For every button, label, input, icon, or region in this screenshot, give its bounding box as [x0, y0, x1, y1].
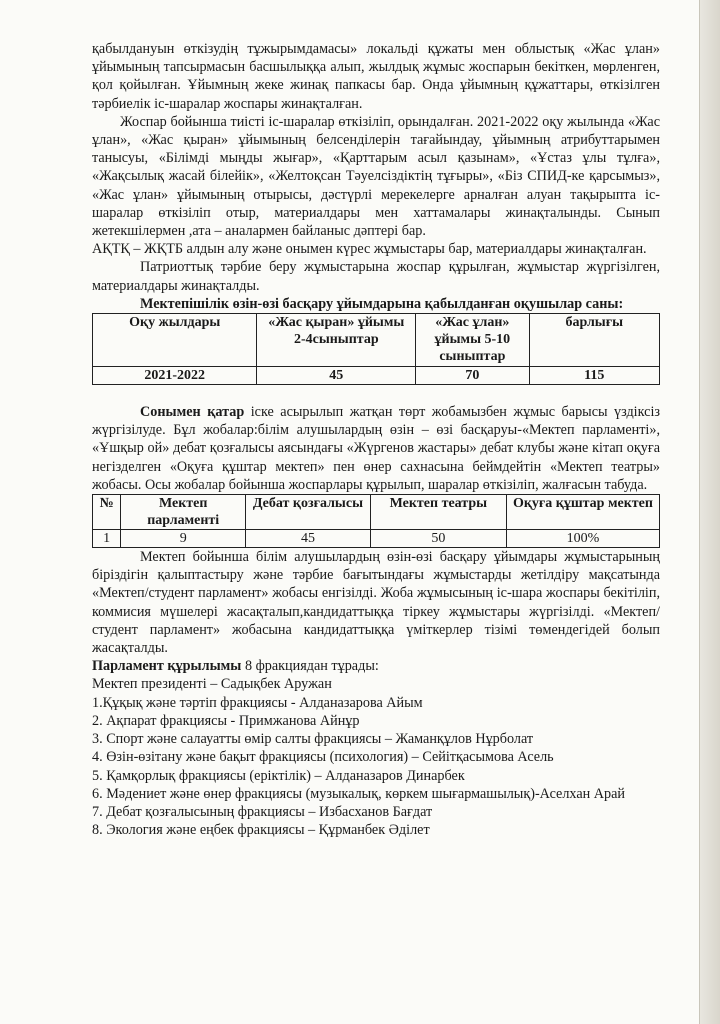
list-item: 6. Мәдениет және өнер фракциясы (музыкалық, көркем шығармашылық)-Аселхан Арай — [92, 785, 625, 802]
table-header-row — [93, 314, 660, 367]
list-item: Мектеп президенті – Садықбек Аружан — [92, 676, 332, 693]
table-header-cell: Оқу жылдары — [93, 314, 257, 367]
list-item: 7. Дебат қозғалысының фракциясы – Избасханов Бағдат — [92, 803, 433, 820]
projects-table — [92, 494, 660, 548]
table-header-row — [93, 495, 660, 530]
table-header-cell: «Жас қыран» ұйымы 2-4сыныптар — [257, 314, 416, 367]
list-item: 2. Ақпарат фракциясы - Примжанова Айнұр — [92, 712, 360, 729]
paragraph: Патриоттық тәрбие беру жұмыстарына жоспар құрылған, жұмыстар жүргізілген, материалдары жинақталды. — [92, 259, 660, 294]
list-item: 1.Құқық және тәртіп фракциясы - Алданазарова Айым — [92, 694, 423, 711]
table-cell: 115 — [529, 367, 659, 385]
paragraph-text: іске асырылып жатқан төрт жобамызбен жұмыс барысы үздіксіз жүргізілуде. Бұл жобалар:білім алушылардың өзін – өзі басқаруы-«Мектеп парламенті», «Ұшқыр ой» дебат қозғалысы аясындағы «Жүргенов жастары» дебат клубы және кітап оқуға негізделген «Оқуға құштар мектеп» пен өнер сахнасына беймдейтін «Мектеп театры» жобасы. Осы жобалар бойынша жоспарлары құрылып, шаралар өткізіліп, жалғасын табуда. — [92, 404, 660, 493]
table-cell: 45 — [246, 530, 371, 548]
table-row — [93, 367, 660, 385]
table-cell: 1 — [93, 530, 121, 548]
page-edge — [699, 0, 720, 1024]
table-header-cell: Оқуға құштар мектеп — [506, 495, 659, 530]
list-item: 4. Өзін-өзітану және бақыт фракциясы (психология) – Сейітқасымова Асель — [92, 749, 554, 766]
table-header-cell: № — [93, 495, 121, 530]
paragraph: қабылдануын өткізудің тұжырымдамасы» локальді құжаты мен облыстық «Жас ұлан» ұйымының тапсырмасын басшылыққа алып, жылдық жұмыс жоспарын бекіткен, мөрленген, қол қойылған. Ұйымның жеке жинақ папкасы бар. Онда ұйымның құжаттары, өткізілген тәрбиелік іс-шаралар жоспары жинақталған. — [92, 41, 660, 112]
paragraph: Мектеп бойынша білім алушылардың өзін-өзі басқару ұйымдары жұмыстарының біріздігін қалыптастыру және тәрбие бағытындағы жұмыстарды жетілдіру мақсатында «Мектеп/студент парламент» жобасы енгізілді. Жоба жұмысының іс-шара жоспары бекітіліп, коммисия мүшелері жасақталып,кандидаттыққа тіркеу жұмыстары жүргізілді. «Мектеп/студент парламент» жобасына кандидаттыққа үміткерлер тізімі төмендегідей болып жасақталды. — [92, 549, 660, 657]
parliament-list — [92, 657, 660, 839]
table-cell: 45 — [257, 367, 416, 385]
table-header-cell: Мектеп парламенті — [121, 495, 246, 530]
table-header-cell: Дебат қозғалысы — [246, 495, 371, 530]
paragraph: Жоспар бойынша тиісті іс-шаралар өткізіліп, орындалған. 2021-2022 оқу жылында «Жас ұлан», «Жас қыран» ұйымының белсенділерін тағайындау, ұйымның атрибуттарымен танысуы, «Білімді мыңды жығар», «Қарттарым асыл қазынам», «Ұстаз ұлы тұлға», «Жақсылық жасай білейік», «Желтоқсан Тәуелсіздіктің тұғыры», «Біз СПИД-ке қарсымыз», «Жас ұлан» ұйымының отырысы, дәстүрлі мерекелерге арналған алуан тақырыпта іс-шаралар өткізіліп отыр, материалдары мен хаттамалары жинақталынды. Сынып жетекшілермен ,ата – аналармен байланыс дәптері бар. — [92, 113, 660, 240]
members-table — [92, 313, 660, 385]
table-cell: 100% — [506, 530, 659, 548]
list-item: 3. Спорт және салауатты өмір салты фракциясы – Жаманқұлов Нұрболат — [92, 731, 534, 748]
paragraph-lead: Сонымен қатар — [140, 404, 245, 421]
table-cell: 2021-2022 — [93, 367, 257, 385]
parliament-heading-rest: 8 фракциядан тұрады: — [241, 658, 379, 675]
table-cell: 50 — [370, 530, 506, 548]
paragraph: АҚТҚ – ЖҚТБ алдын алу және онымен күрес жұмыстары бар, материалдары жинақталған. — [92, 241, 647, 258]
parliament-heading — [92, 657, 660, 675]
parliament-heading-bold: Парламент құрылымы — [92, 658, 242, 675]
list-item: 8. Экология және еңбек фракциясы – Құрманбек Әділет — [92, 822, 430, 839]
list-item: 5. Қамқорлық фракциясы (еріктілік) – Алданазаров Динарбек — [92, 767, 465, 784]
document-body — [92, 40, 660, 839]
table-header-cell: барлығы — [529, 314, 659, 367]
table-header-cell: «Жас ұлан» ұйымы 5-10 сыныптар — [416, 314, 529, 367]
paragraph — [92, 403, 660, 494]
table-caption: Мектепішілік өзін-өзі басқару ұйымдарына қабылданған оқушылар саны: — [140, 295, 624, 312]
table-header-cell: Мектеп театры — [370, 495, 506, 530]
table-cell: 70 — [416, 367, 529, 385]
table-row — [93, 530, 660, 548]
table-cell: 9 — [121, 530, 246, 548]
